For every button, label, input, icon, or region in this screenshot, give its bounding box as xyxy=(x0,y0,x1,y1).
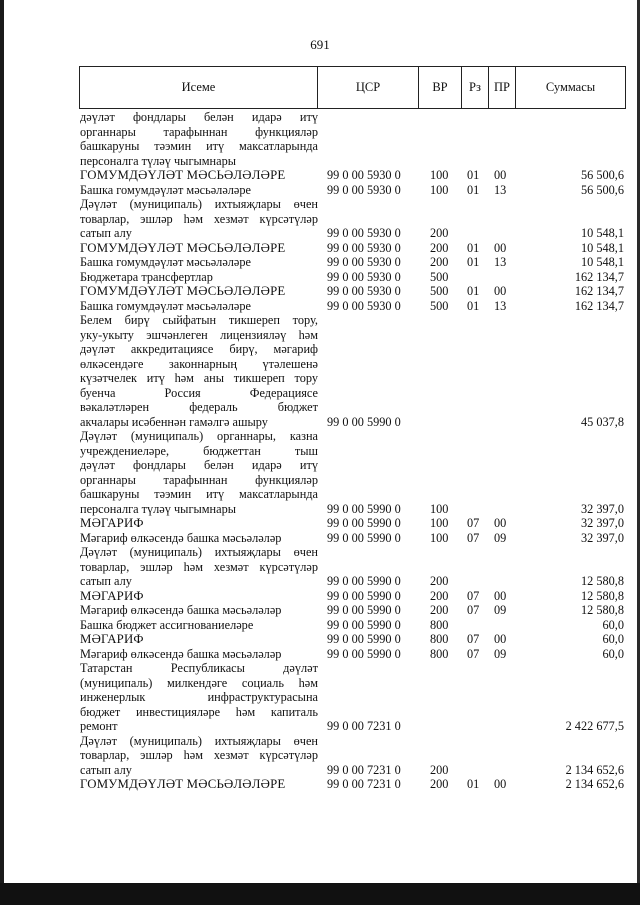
row-name-line: персоналга түләү чыгымнары xyxy=(80,501,236,516)
row-name-line: башкаруны тәэмин итү максатларында xyxy=(80,487,318,501)
row-rz: 07 xyxy=(467,516,480,530)
row-vr: 100 xyxy=(430,501,449,516)
table-row xyxy=(0,183,640,198)
row-sum: 162 134,7 xyxy=(574,269,624,284)
row-rz: 01 xyxy=(467,298,480,313)
row-name-line: сатып алу xyxy=(80,574,132,588)
header-name: Исеме xyxy=(181,80,216,94)
header-rz: Рз xyxy=(469,80,481,94)
row-csr: 99 0 00 5930 0 xyxy=(327,269,401,284)
row-name-line: МӘГАРИФ xyxy=(80,632,144,646)
row-name-line: Мәгариф өлкәсендә башка мәсьәләләр xyxy=(80,530,282,545)
row-name xyxy=(80,589,318,604)
row-rz: 01 xyxy=(467,777,480,791)
row-sum: 2 422 677,5 xyxy=(565,719,624,733)
table-row xyxy=(0,270,640,285)
row-csr: 99 0 00 5990 0 xyxy=(327,646,401,661)
row-sum: 162 134,7 xyxy=(574,284,624,298)
row-sum: 2 134 652,6 xyxy=(565,762,624,777)
row-sum: 60,0 xyxy=(602,632,624,646)
row-sum: 56 500,6 xyxy=(580,168,624,182)
row-rz: 01 xyxy=(467,168,480,182)
row-name-line: ГОМУМДӘҮЛӘТ МӘСЬӘЛӘЛӘРЕ xyxy=(80,284,286,298)
row-vr: 100 xyxy=(430,182,449,197)
row-name-line: өлкәсендәге законнарның үтәлешенә xyxy=(80,356,318,371)
row-vr: 200 xyxy=(430,240,449,255)
row-name-line: сатып алу xyxy=(80,762,132,777)
row-csr: 99 0 00 7231 0 xyxy=(327,777,401,791)
row-name-line: Башка гомумдәүләт мәсьәләләре xyxy=(80,182,251,197)
table-row xyxy=(0,299,640,314)
table-row xyxy=(0,531,640,546)
row-name xyxy=(80,777,318,792)
table-row xyxy=(0,661,640,734)
row-sum: 12 580,8 xyxy=(580,574,624,588)
row-name xyxy=(80,241,318,256)
row-name xyxy=(80,647,318,662)
row-vr: 200 xyxy=(430,762,449,777)
row-sum: 12 580,8 xyxy=(580,588,624,603)
row-csr: 99 0 00 5990 0 xyxy=(327,603,401,617)
row-csr: 99 0 00 5930 0 xyxy=(327,284,401,298)
row-vr: 100 xyxy=(430,168,449,182)
row-name xyxy=(80,197,318,241)
row-name-line: органнары тарафыннан функцияләр xyxy=(80,472,318,487)
row-name xyxy=(80,183,318,198)
row-pr: 09 xyxy=(494,530,507,545)
row-csr: 99 0 00 5990 0 xyxy=(327,530,401,545)
row-name-line: акчалары исәбеннән гамәлгә ашыру xyxy=(80,414,268,429)
row-vr: 200 xyxy=(430,255,449,269)
table-row xyxy=(0,241,640,256)
table-row xyxy=(0,618,640,633)
table-row xyxy=(0,197,640,241)
row-rz: 07 xyxy=(467,632,480,646)
row-name-line: Дәүләт (муниципаль) ихтыяҗлары өчен xyxy=(80,733,318,748)
table-row xyxy=(0,647,640,662)
row-name-line: башкаруны тәэмин итү максатларында xyxy=(80,139,318,153)
row-name-line: товарлар, эшләр һәм хезмәт күрсәтүләр xyxy=(80,211,318,226)
row-name-line: Мәгариф өлкәсендә башка мәсьәләләр xyxy=(80,646,282,661)
table-row xyxy=(0,589,640,604)
row-name-line: дәүләт фондлары белән идарә итү xyxy=(80,458,318,472)
row-name-line: дәүләт фондлары белән идарә итү xyxy=(80,110,318,124)
row-pr: 09 xyxy=(494,646,507,661)
row-name xyxy=(80,618,318,633)
row-vr: 800 xyxy=(430,632,449,646)
row-name-line: ГОМУМДӘҮЛӘТ МӘСЬӘЛӘЛӘРЕ xyxy=(80,168,286,182)
row-name-line: Белем бирү сыйфатын тикшереп тору, xyxy=(80,313,318,327)
row-csr: 99 0 00 5930 0 xyxy=(327,240,401,255)
row-name xyxy=(80,255,318,270)
row-csr: 99 0 00 5990 0 xyxy=(327,516,401,530)
row-name-line: (муниципаль) милкендәге социаль һәм xyxy=(80,675,318,690)
row-sum: 10 548,1 xyxy=(580,255,624,269)
row-pr: 13 xyxy=(494,255,507,269)
row-name xyxy=(80,110,318,168)
table-header xyxy=(79,66,626,109)
row-vr: 500 xyxy=(430,269,449,284)
table-row xyxy=(0,545,640,589)
table-row xyxy=(0,168,640,183)
row-name-line: буенча Россия Федерациясе xyxy=(80,385,318,400)
row-name xyxy=(80,516,318,531)
row-csr: 99 0 00 5930 0 xyxy=(327,255,401,269)
row-name-line: Бюджетара трансфертлар xyxy=(80,269,213,284)
table-row xyxy=(0,429,640,516)
page-number: 691 xyxy=(310,37,330,52)
row-name-line: Дәүләт (муниципаль) органнары, казна xyxy=(80,429,318,443)
scan-edge-bottom xyxy=(0,883,640,905)
row-rz: 07 xyxy=(467,603,480,617)
header-vr: ВР xyxy=(432,80,448,94)
row-name-line: товарлар, эшләр һәм хезмәт күрсәтүләр xyxy=(80,559,318,574)
row-name-line: вәкаләтләрен федераль бюджет xyxy=(80,400,318,414)
table-row xyxy=(0,516,640,531)
row-csr: 99 0 00 5990 0 xyxy=(327,632,401,646)
table-row xyxy=(0,284,640,299)
row-vr: 800 xyxy=(430,617,449,632)
row-name-line: Татарстан Республикасы дәүләт xyxy=(80,661,318,675)
row-vr: 800 xyxy=(430,646,449,661)
row-pr: 13 xyxy=(494,298,507,313)
row-name xyxy=(80,632,318,647)
row-pr: 00 xyxy=(494,516,507,530)
row-csr: 99 0 00 7231 0 xyxy=(327,762,401,777)
row-sum: 45 037,8 xyxy=(580,414,624,429)
row-rz: 01 xyxy=(467,182,480,197)
table-row xyxy=(0,110,640,168)
row-name-line: дәүләт аккредитациясе бирү, мәгариф xyxy=(80,342,318,356)
row-name xyxy=(80,313,318,429)
row-rz: 07 xyxy=(467,646,480,661)
row-csr: 99 0 00 5930 0 xyxy=(327,298,401,313)
row-vr: 500 xyxy=(430,298,449,313)
row-csr: 99 0 00 5990 0 xyxy=(327,617,401,632)
row-sum: 60,0 xyxy=(602,617,624,632)
row-vr: 200 xyxy=(430,574,449,588)
row-name xyxy=(80,531,318,546)
table-row xyxy=(0,777,640,792)
row-name-line: МӘГАРИФ xyxy=(80,588,144,603)
row-vr: 200 xyxy=(430,603,449,617)
row-csr: 99 0 00 5990 0 xyxy=(327,414,401,429)
row-rz: 01 xyxy=(467,284,480,298)
row-name-line: инженерлык инфраструктурасына xyxy=(80,690,318,704)
row-pr: 00 xyxy=(494,588,507,603)
row-csr: 99 0 00 5990 0 xyxy=(327,574,401,588)
row-name-line: персоналга түләү чыгымнары xyxy=(80,153,236,168)
header-csr: ЦСР xyxy=(355,80,381,94)
row-vr: 200 xyxy=(430,777,449,791)
row-pr: 00 xyxy=(494,777,507,791)
row-sum: 10 548,1 xyxy=(580,226,624,240)
row-name xyxy=(80,299,318,314)
row-pr: 09 xyxy=(494,603,507,617)
row-name-line: ГОМУМДӘҮЛӘТ МӘСЬӘЛӘЛӘРЕ xyxy=(80,777,286,791)
row-name xyxy=(80,429,318,516)
row-csr: 99 0 00 5990 0 xyxy=(327,588,401,603)
row-sum: 56 500,6 xyxy=(580,182,624,197)
row-rz: 01 xyxy=(467,240,480,255)
row-name-line: Дәүләт (муниципаль) ихтыяҗлары өчен xyxy=(80,545,318,559)
row-rz: 01 xyxy=(467,255,480,269)
row-name xyxy=(80,661,318,734)
row-pr: 00 xyxy=(494,168,507,182)
row-csr: 99 0 00 5930 0 xyxy=(327,182,401,197)
row-name xyxy=(80,168,318,183)
row-name-line: Мәгариф өлкәсендә башка мәсьәләләр xyxy=(80,603,282,617)
header-sum: Суммасы xyxy=(545,80,596,94)
row-vr: 100 xyxy=(430,530,449,545)
row-name-line: бюджет инвестицияләре һәм капиталь xyxy=(80,704,318,719)
table-row xyxy=(0,734,640,778)
row-rz: 07 xyxy=(467,588,480,603)
row-name-line: Дәүләт (муниципаль) ихтыяҗлары өчен xyxy=(80,197,318,211)
row-rz: 07 xyxy=(467,530,480,545)
row-name xyxy=(80,284,318,299)
row-sum: 2 134 652,6 xyxy=(565,777,624,791)
row-name xyxy=(80,603,318,618)
row-pr: 00 xyxy=(494,240,507,255)
table-row xyxy=(0,255,640,270)
row-name xyxy=(80,270,318,285)
row-vr: 100 xyxy=(430,516,449,530)
row-name-line: сатып алу xyxy=(80,226,132,240)
row-name xyxy=(80,734,318,778)
row-sum: 162 134,7 xyxy=(574,298,624,313)
header-pr: ПР xyxy=(494,80,510,94)
row-csr: 99 0 00 5990 0 xyxy=(327,501,401,516)
row-csr: 99 0 00 5930 0 xyxy=(327,168,401,182)
row-sum: 32 397,0 xyxy=(580,501,624,516)
row-name-line: товарлар, эшләр һәм хезмәт күрсәтүләр xyxy=(80,748,318,762)
row-sum: 60,0 xyxy=(602,646,624,661)
row-name xyxy=(80,545,318,589)
row-pr: 00 xyxy=(494,284,507,298)
row-csr: 99 0 00 7231 0 xyxy=(327,719,401,733)
row-vr: 500 xyxy=(430,284,449,298)
row-csr: 99 0 00 5930 0 xyxy=(327,226,401,240)
row-name-line: ГОМУМДӘҮЛӘТ МӘСЬӘЛӘЛӘРЕ xyxy=(80,240,286,255)
row-sum: 32 397,0 xyxy=(580,516,624,530)
row-sum: 12 580,8 xyxy=(580,603,624,617)
table-row xyxy=(0,603,640,618)
row-pr: 00 xyxy=(494,632,507,646)
row-sum: 32 397,0 xyxy=(580,530,624,545)
row-name-line: Башка гомумдәүләт мәсьәләләре xyxy=(80,298,251,313)
row-name-line: Башка бюджет ассигнованиеләре xyxy=(80,617,254,632)
row-name-line: МӘГАРИФ xyxy=(80,516,144,530)
row-name-line: Башка гомумдәүләт мәсьәләләре xyxy=(80,255,251,269)
row-name-line: ремонт xyxy=(80,719,118,733)
table-row xyxy=(0,313,640,429)
table-row xyxy=(0,632,640,647)
row-name-line: уку-укыту эшчәнлеген лицензияләү һәм xyxy=(80,327,318,342)
row-name-line: күзәтчелек итү һәм аны тикшереп тору xyxy=(80,371,318,385)
row-sum: 10 548,1 xyxy=(580,240,624,255)
row-name-line: учреждениеләре, бюджеттан тыш xyxy=(80,443,318,458)
row-pr: 13 xyxy=(494,182,507,197)
row-vr: 200 xyxy=(430,588,449,603)
row-name-line: органнары тарафыннан функцияләр xyxy=(80,124,318,139)
row-vr: 200 xyxy=(430,226,449,240)
